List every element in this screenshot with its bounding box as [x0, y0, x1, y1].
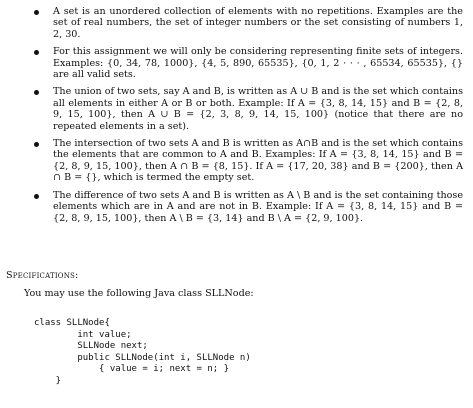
item-text: The union of two sets, say A and B, is written as A ∪ B and is the set which contains all elements in either A or B or both. Example: If A = {3, 8, 14, 15} and B = {2, 8, 9, 15, 100}, then A ∪ B = {2, 3, 8, 9, 14, 15, 100} (notice that there are no repeated elements in a set).	[53, 86, 463, 132]
list-item	[0, 46, 473, 80]
specifications-intro: You may use the following Java class SLLNode:	[24, 288, 254, 299]
item-text: The difference of two sets A and B is written as A \ B and is the set containing those elements which are in A and are not in B. Example: If A = {3, 8, 14, 15} and B = {2, 8, 9, 15, 100}, then A \ B = {3, 14} and B \ A = {2, 9, 100}.	[53, 189, 463, 224]
list-item	[0, 138, 473, 184]
list-item	[0, 6, 473, 40]
definitions-list	[0, 6, 473, 230]
list-item	[0, 86, 473, 132]
bullet-icon	[34, 142, 39, 147]
bullet-icon	[34, 10, 39, 15]
java-code-block: class SLLNode{ int value; SLLNode next; public SLLNode(int i, SLLNode n) { value = i; next = n; } }	[34, 318, 251, 386]
item-text: For this assignment we will only be considering representing finite sets of integers. Examples: {0, 34, 78, 1000}, {4, 5, 890, 65535}, {0, 1, 2 · · · , 65534, 65535}, {} are all valid sets.	[53, 46, 463, 81]
item-text: A set is an unordered collection of elements with no repetitions. Examples are the set of real numbers, the set of integer numbers or the set consisting of numbers 1, 2, 30.	[53, 6, 463, 40]
item-text: The intersection of two sets A and B is written as A∩B and is the set which contains the elements that are common to A and B. Examples: If A = {3, 8, 14, 15} and B = {2, 8, 9, 15, 100}, then A ∩ B = {8, 15}. If A = {17, 20, 38} and B = {200}, then A ∩ B = {}, which is termed the empty set.	[53, 138, 463, 184]
bullet-icon	[34, 90, 39, 95]
specifications-heading: Specifications:	[6, 270, 79, 281]
bullet-icon	[34, 50, 39, 55]
list-item	[0, 190, 473, 224]
bullet-icon	[34, 194, 39, 199]
